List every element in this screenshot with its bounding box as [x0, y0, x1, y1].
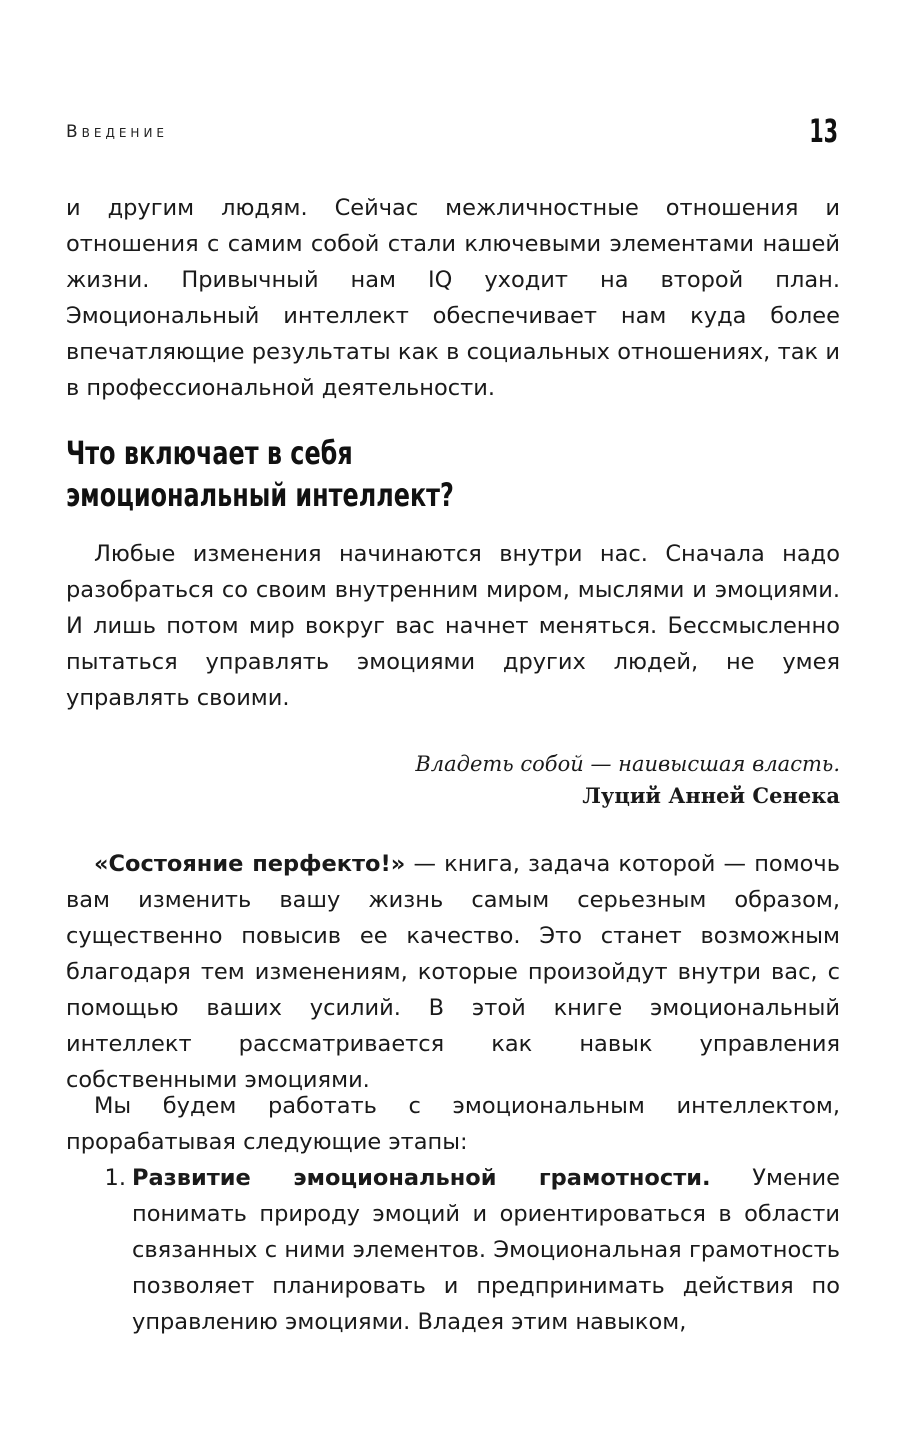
- paragraph-3-text: — книга, задача которой — помочь вам изменить вашу жизнь самым серьезным образом, существенно повысив ее качество. Это станет возможным благодаря тем изменениям, которые произойдут внутри вас, с помощью ваших усилий. В этой книге эмоциональный интеллект рассматривается как навык управления собственными эмоциями.: [66, 851, 840, 1093]
- list-item: [66, 1160, 840, 1340]
- section-heading-line-1: Что включает в себя: [66, 434, 353, 472]
- running-head: Введение: [66, 122, 169, 142]
- paragraph-1: и другим людям. Сейчас межличностные отношения и отношения с самим собой стали ключевыми элементами нашей жизни. Привычный нам IQ уходит на второй план. Эмоциональный интеллект обеспечивает нам куда более впечатляющие результаты как в социальных отношениях, так и в профессиональной деятельности.: [66, 195, 840, 401]
- list-item-title: Развитие эмоциональной грамотности.: [132, 1165, 711, 1191]
- paragraph-3: [66, 846, 840, 1098]
- epigraph-quote: Владеть собой — наивысшая власть.: [415, 752, 840, 776]
- list-item-text: Умение понимать природу эмоций и ориентироваться в области связанных с ними элементов. Эмоциональная грамотность позволяет планировать и предпринимать действия по управлению эмоциями. Владея этим навыком,: [132, 1165, 840, 1335]
- epigraph: [66, 748, 840, 812]
- list-item-body: [132, 1160, 840, 1340]
- section-heading-line-2: эмоциональный интеллект?: [66, 476, 454, 514]
- stages-list: [66, 1160, 840, 1340]
- paragraph-2: Любые изменения начинаются внутри нас. Сначала надо разобраться со своим внутренним миром, мыслями и эмоциями. И лишь потом мир вокруг вас начнет меняться. Бессмысленно пытаться управлять эмоциями других людей, не умея управлять своими.: [66, 541, 840, 711]
- page-number: 13: [809, 112, 838, 150]
- list-item-number: 1.: [104, 1165, 126, 1191]
- section-heading: [66, 432, 840, 516]
- paragraph-4: Мы будем работать с эмоциональным интеллектом, прорабатывая следующие этапы:: [66, 1093, 840, 1155]
- epigraph-author: Луций Анней Сенека: [582, 783, 840, 808]
- book-title: «Состояние перфекто!»: [94, 851, 406, 877]
